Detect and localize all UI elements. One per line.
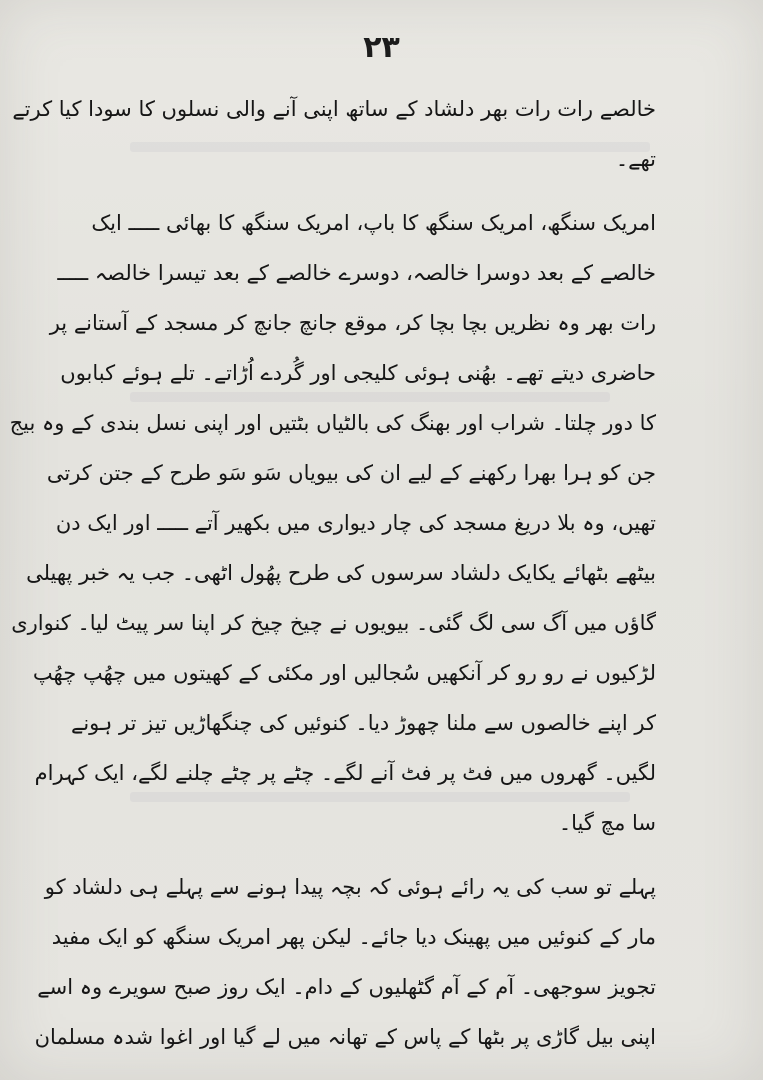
paragraph-spacer <box>108 184 656 198</box>
paragraph-3 <box>34 862 656 1062</box>
text-line: خالصے رات رات بھر دلشاد کے ساتھ اپنی آنے والی نسلوں کا سودا کیا کرتے <box>12 97 656 121</box>
text-line: لگیں۔ گھروں میں فٹ پر فٹ آنے لگے۔ چٹے پر چٹے چلنے لگے، ایک کہرام <box>34 761 656 785</box>
text-line: سا مچ گیا۔ <box>558 811 656 835</box>
text-line: لڑکیوں نے رو رو کر آنکھیں سُجالیں اور مکئی کے کھیتوں میں چھُپ چھُپ <box>32 661 656 685</box>
paragraph-spacer <box>108 848 656 862</box>
page-number: ۲۳ <box>363 30 400 65</box>
text-line: حاضری دیتے تھے۔ بھُنی ہوئی کلیجی اور گُردے اُڑاتے۔ تلے ہوئے کبابوں <box>60 361 656 385</box>
paragraph-2 <box>9 198 656 848</box>
text-line: مار کے کنوئیں میں پھینک دیا جائے۔ لیکن پھر امریک سنگھ کو ایک مفید <box>51 925 656 949</box>
text-line: کا دور چلتا۔ شراب اور بھنگ کی بالٹیاں بٹتیں اور اپنی نسل بندی کے وہ بیج <box>9 411 656 435</box>
text-line: پہلے تو سب کی یہ رائے ہوئی کہ بچہ پیدا ہونے سے پہلے ہی دلشاد کو <box>44 875 656 899</box>
text-line: رات بھر وہ نظریں بچا بچا کر، موقع جانچ جانچ کر مسجد کے آستانے پر <box>49 311 656 335</box>
text-line: خالصے کے بعد دوسرا خالصہ، دوسرے خالصے کے بعد تیسرا خالصہ ـــــ <box>57 261 656 285</box>
text-line: تھے۔ <box>615 147 656 171</box>
text-line: بیٹھے بٹھائے یکایک دلشاد سرسوں کی طرح پھُول اٹھی۔ جب یہ خبر پھیلی <box>26 561 656 585</box>
text-line: گاؤں میں آگ سی لگ گئی۔ بیویوں نے چیخ چیخ کر اپنا سر پیٹ لیا۔ کنواری <box>11 611 656 635</box>
text-line: جن کو ہرا بھرا رکھنے کے لیے ان کی بیویاں سَو سَو طرح کے جتن کرتی <box>46 461 656 485</box>
text-line: تجویز سوجھی۔ آم کے آم گٹھلیوں کے دام۔ ایک روز صبح سویرے وہ اسے <box>37 975 656 999</box>
paragraph-1 <box>12 84 656 184</box>
text-line: امریک سنگھ، امریک سنگھ کا باپ، امریک سنگھ کا بھائی ـــــ ایک <box>91 211 656 235</box>
text-line: تھیں، وہ بلا دریغ مسجد کی چار دیواری میں بکھیر آتے ـــــ اور ایک دن <box>55 511 656 535</box>
body-text <box>9 84 656 1062</box>
text-line: کر اپنے خالصوں سے ملنا چھوڑ دیا۔ کنوئیں کی چنگھاڑیں تیز تر ہونے <box>71 711 656 735</box>
text-line: اپنی بیل گاڑی پر بٹھا کے پاس کے تھانہ میں لے گیا اور اغوا شدہ مسلمان <box>34 1025 656 1049</box>
